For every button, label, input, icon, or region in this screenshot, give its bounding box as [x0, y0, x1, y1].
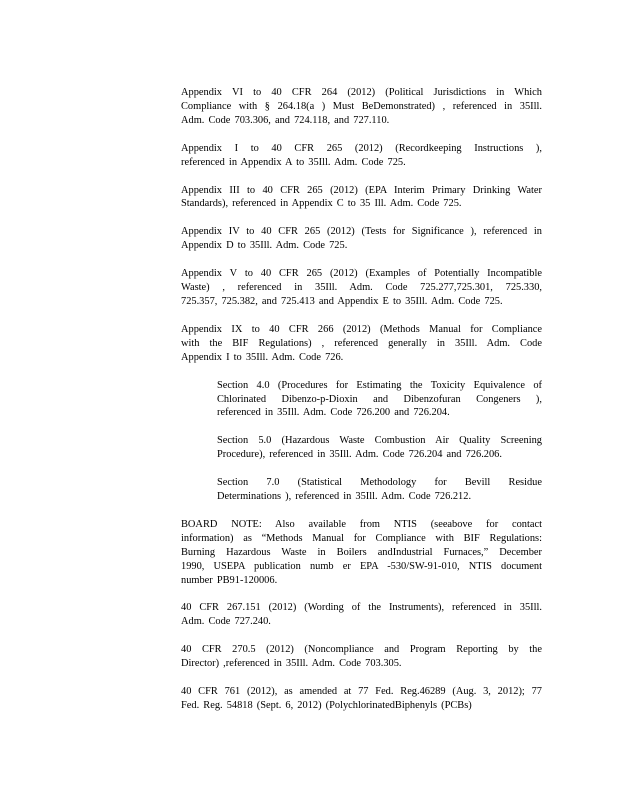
- text-line: Appendix IX to 40 CFR 266 (2012) (Methods Manual for Compliance: [181, 323, 542, 335]
- text-line: Director) ,referenced in 35Ill. Adm. Code 703.305.: [181, 658, 402, 670]
- text-line: number PB91-120006.: [181, 574, 278, 586]
- text-line: Appendix I to 35Ill. Adm. Code 726.: [181, 351, 344, 363]
- text-line: Section 5.0 (Hazardous Waste Combustion Air Quality Screening: [217, 435, 542, 447]
- text-line: 40 CFR 761 (2012), as amended at 77 Fed. Reg.46289 (Aug. 3, 2012); 77: [181, 686, 542, 698]
- text-line: Appendix I to 40 CFR 265 (2012) (Recordkeeping Instructions ),: [181, 142, 542, 154]
- text-line: Waste) , referenced in 35Ill. Adm. Code 725.277,725.301, 725.330,: [181, 282, 542, 294]
- text-line: Appendix V to 40 CFR 265 (2012) (Examples of Potentially Incompatible: [181, 268, 542, 280]
- text-line: Section 7.0 (Statistical Methodology for Bevill Residue: [217, 477, 542, 489]
- text-line: Appendix IV to 40 CFR 265 (2012) (Tests for Significance ), referenced in: [181, 226, 542, 238]
- text-line: Section 4.0 (Procedures for Estimating the Toxicity Equivalence of: [217, 379, 542, 391]
- text-line: Compliance with § 264.18(a ) Must BeDemonstrated) , referenced in 35Ill.: [181, 100, 542, 112]
- text-line: Appendix D to 35Ill. Adm. Code 725.: [181, 240, 348, 252]
- paragraph-appendix-ix-part-266: [181, 323, 542, 365]
- text-line: Determinations ), referenced in 35Ill. Adm. Code 726.212.: [217, 491, 472, 503]
- paragraph-appendix-i-part-265: [181, 142, 542, 170]
- text-line: information) as “Methods Manual for Compliance with BIF Regulations:: [181, 532, 542, 544]
- text-line: Procedure), referenced in 35Ill. Adm. Code 726.204 and 726.206.: [217, 449, 502, 461]
- paragraph-section-7: [217, 476, 542, 504]
- text-line: referenced in Appendix A to 35Ill. Adm. Code 725.: [181, 156, 406, 168]
- text-line: 725.357, 725.382, and 725.413 and Appendix E to 35Ill. Adm. Code 725.: [181, 295, 503, 307]
- paragraph-appendix-iii-part-265: [181, 184, 542, 212]
- paragraph-appendix-iv-part-265: [181, 225, 542, 253]
- text-line: Appendix VI to 40 CFR 264 (2012) (Political Jurisdictions in Which: [181, 87, 542, 98]
- paragraph-cfr-761: [181, 685, 542, 713]
- text-line: Burning Hazardous Waste in Boilers andIndustrial Furnaces,” December: [181, 546, 542, 558]
- text-line: 1990, USEPA publication numb er EPA -530/SW-91-010, NTIS document: [181, 560, 542, 572]
- text-line: Fed. Reg. 54818 (Sept. 6, 2012) (PolychlorinatedBiphenyls (PCBs): [181, 700, 472, 711]
- text-line: 40 CFR 270.5 (2012) (Noncompliance and Program Reporting by the: [181, 644, 542, 656]
- paragraph-board-note: [181, 518, 542, 588]
- text-line: Adm. Code 703.306, and 724.118, and 727.110.: [181, 114, 390, 126]
- text-line: Standards), referenced in Appendix C to 35 Ill. Adm. Code 725.: [181, 198, 462, 210]
- paragraph-appendix-v-part-265: [181, 267, 542, 309]
- text-line: BOARD NOTE: Also available from NTIS (seeabove for contact: [181, 518, 542, 530]
- text-line: Adm. Code 727.240.: [181, 616, 271, 628]
- text-line: referenced in 35Ill. Adm. Code 726.200 and 726.204.: [217, 407, 450, 419]
- paragraph-section-5: [217, 434, 542, 462]
- paragraph-cfr-267-151: [181, 601, 542, 629]
- paragraph-appendix-vi-part-264: [181, 86, 542, 128]
- text-line: Appendix III to 40 CFR 265 (2012) (EPA Interim Primary Drinking Water: [181, 184, 542, 196]
- paragraph-cfr-270-5: [181, 643, 542, 671]
- document-body: [181, 86, 542, 727]
- text-line: 40 CFR 267.151 (2012) (Wording of the Instruments), referenced in 35Ill.: [181, 602, 542, 614]
- text-line: with the BIF Regulations) , referenced generally in 35Ill. Adm. Code: [181, 337, 542, 349]
- paragraph-section-4: [217, 379, 542, 421]
- text-line: Chlorinated Dibenzo-p-Dioxin and Dibenzofuran Congeners ),: [217, 393, 542, 405]
